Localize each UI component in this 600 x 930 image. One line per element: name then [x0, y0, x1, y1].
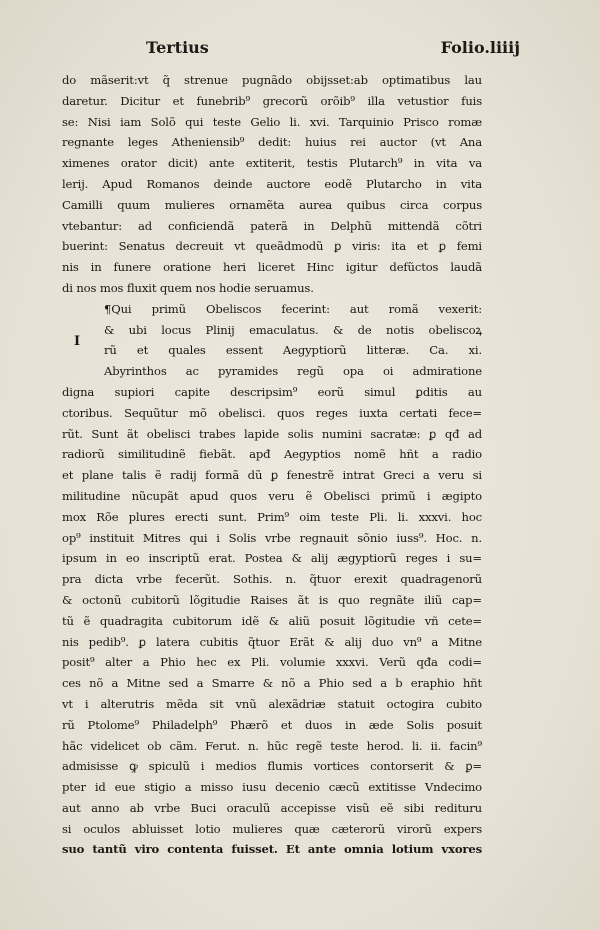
chapter-heading-line: ¶Qui primũ Obeliscos fecerint: aut romã vexerit:: [104, 301, 482, 316]
text-line: & octonũ cubitorũ lõgitudie Raises ãt is quo regnãte iliũ cap=: [62, 592, 482, 607]
text-line: ces nõ a Mitne sed a Smarre & nõ a Phio sed a b eraphio hñt: [62, 676, 482, 691]
text-line: nis in funere oratione heri liceret Hinc igitur defũctos laudã: [62, 260, 482, 275]
text-line: Camilli quum mulieres ornamẽta aurea quibus circa corpus: [62, 197, 482, 212]
text-line: digna supiori capite descripsim⁹ eorũ simul ꝑditis au: [62, 384, 482, 399]
folio-number: Folio.liiij: [440, 38, 520, 57]
text-line: vtebantur: ad conficiendã paterã in Delphũ mittendã cõtri: [62, 218, 482, 233]
text-line: buerint: Senatus decreuit vt queãdmodũ ꝑ viris: ita et ꝑ femi: [62, 239, 482, 254]
text-line: aut anno ab vrbe Buci oraculũ accepisse visũ eẽ sibi redituru: [62, 800, 482, 815]
chapter-heading-text: Qui primũ Obeliscos fecerint: aut romã vexerit:: [111, 301, 482, 316]
text-line: vt i alterutris mẽda sit vnũ alexãdriæ statuit octogira cubito: [62, 696, 482, 711]
text-line: militudine nũcupãt apud quos veru ẽ Obelisci primũ i ægipto: [62, 488, 482, 503]
text-line: suo tantũ viro contenta fuisset. Et ante omnia lotium vxores: [62, 842, 482, 857]
paragraph-1: [62, 70, 482, 299]
text-line: daretur. Dicitur et funebrib⁹ grecorũ orõib⁹ illa vetustior fuis: [62, 93, 482, 108]
text-line: lerij. Apud Romanos deinde auctore eodẽ Plutarcho in vita: [62, 176, 482, 191]
paragraph-2: [62, 361, 482, 860]
text-line: et plane talis ẽ radij formã dũ ꝑ fenestrẽ intrat Greci a veru si: [62, 468, 482, 483]
text-line: ipsum in eo inscriptũ erat. Postea & alij ægyptiorũ reges i su=: [62, 551, 482, 566]
text-line: radiorũ similitudinẽ fiebãt. apđ Aegyptios nomẽ hñt a radio: [62, 447, 482, 462]
text-line: di nos mos fluxit quem nos hodie seruamus.: [62, 280, 314, 295]
text-line: pra dicta vrbe fecerũt. Sothis. n. q̃tuor erexit quadragenorũ: [62, 572, 482, 587]
text-line: ximenes orator dicit) ante extiterit, testis Plutarch⁹ in vita va: [62, 156, 482, 171]
text-line: hãc videlicet ob cãm. Ferut. n. hũc regẽ teste herod. li. ii. facin⁹: [62, 738, 482, 753]
text-line: Abyrinthos ac pyramides regũ opa oi admiratione: [104, 364, 482, 379]
text-line: admisisse ꝙ spiculũ i medios flumis vortices contorserit & ꝑ=: [62, 759, 482, 774]
running-head-title: Tertius: [146, 38, 209, 57]
chapter-initial-marker: I: [74, 334, 81, 349]
chapter-heading: [62, 299, 482, 361]
text-line: nis pedib⁹. ꝑ latera cubitis q̃tuor Erãt & alij duo vn⁹ a Mitne: [62, 634, 482, 649]
text-block: [62, 70, 482, 860]
text-line: ctoribus. Sequũtur mõ obelisci. quos reges iuxta certati fece=: [62, 405, 482, 420]
text-line: mox Rõe plures erecti sunt. Prim⁹ oim teste Pli. li. xxxvi. hoc: [62, 509, 482, 524]
text-line: rũ Ptolome⁹ Philadelph⁹ Phærõ et duos in æde Solis posuit: [62, 717, 482, 732]
text-line: rũt. Sunt ãt obelisci trabes lapide solis numini sacratæ: ꝑ qđ ad: [62, 426, 482, 441]
text-line: tũ ẽ quadragita cubitorum idẽ & aliũ posuit lõgitudie vñ cete=: [62, 613, 482, 628]
text-line: op⁹ instituit Mitres qui i Solis vrbe regnauit sõnio iuss⁹. Hoc. n.: [62, 530, 482, 545]
text-line: regnante leges Atheniensib⁹ dedit: huius rei auctor (vt Ana: [62, 135, 482, 150]
running-head: [146, 38, 520, 62]
text-line: posit⁹ alter a Phio hec ex Pli. volumie xxxvi. Verũ qđa codi=: [62, 655, 482, 670]
text-line: do mãserit:vt q̃ strenue pugnãdo obijsset:ab optimatibus lau: [62, 73, 482, 87]
text-line: si oculos abluisset lotio mulieres quæ cæterorũ virorũ expers: [62, 821, 482, 836]
chapter-heading-line: & ubi locus Plinij emaculatus. & de notis obeliscoꝝ: [104, 322, 482, 337]
chapter-heading-line: rũ et quales essent Aegyptiorũ litteræ. Ca. xi.: [104, 343, 482, 358]
text-line: se: Nisi iam Solõ qui teste Gelio li. xvi. Tarquinio Prisco romæ: [62, 114, 482, 129]
text-line: pter id eue stigio a misso iusu decenio cæcũ extitisse Vndecimo: [62, 780, 482, 795]
